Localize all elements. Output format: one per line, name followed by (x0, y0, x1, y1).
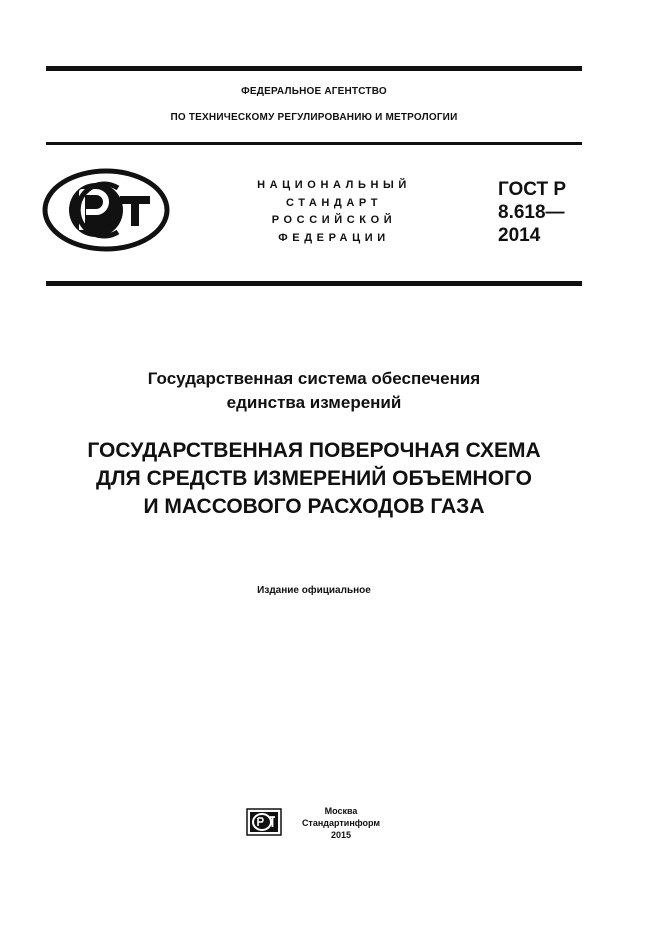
rst-certification-mark-icon (42, 168, 170, 252)
publisher-block (300, 805, 382, 841)
designation-line-2: 8.618— (498, 202, 565, 223)
publisher-name: Стандартинформ (301, 818, 381, 828)
national-standard-line-4: ФЕДЕРАЦИИ (278, 231, 390, 244)
document-title-line-3: И МАССОВОГО РАСХОДОВ ГАЗА (143, 495, 485, 518)
designation-line-3: 2014 (498, 225, 541, 246)
middle-rule (46, 142, 582, 145)
national-standard-block (236, 177, 432, 247)
national-standard-line-2: СТАНДАРТ (285, 196, 383, 209)
document-title-line-2: ДЛЯ СРЕДСТВ ИЗМЕРЕНИЙ ОБЪЕМНОГО (95, 467, 533, 490)
standard-designation (498, 178, 566, 247)
top-rule (46, 66, 582, 71)
designation-line-1: ГОСТ Р (498, 179, 567, 200)
standartinform-logo-icon (246, 808, 282, 836)
series-title-line-2: единства измерений (226, 393, 402, 412)
agency-line-1: ФЕДЕРАЛЬНОЕ АГЕНТСТВО (241, 86, 387, 97)
bottom-rule (46, 281, 582, 286)
document-title-line-1: ГОСУДАРСТВЕННАЯ ПОВЕРОЧНАЯ СХЕМА (87, 439, 541, 462)
national-standard-line-3: РОССИЙСКОЙ (271, 214, 397, 226)
publisher-city: Москва (324, 806, 358, 816)
series-title (46, 367, 582, 415)
document-title (46, 437, 582, 521)
publisher-year: 2015 (330, 830, 352, 840)
agency-line-2: ПО ТЕХНИЧЕСКОМУ РЕГУЛИРОВАНИЮ И МЕТРОЛОГИИ (170, 112, 458, 123)
series-title-line-1: Государственная система обеспечения (147, 369, 481, 388)
edition-label: Издание официальное (257, 585, 371, 596)
national-standard-line-1: НАЦИОНАЛЬНЫЙ (257, 179, 411, 191)
